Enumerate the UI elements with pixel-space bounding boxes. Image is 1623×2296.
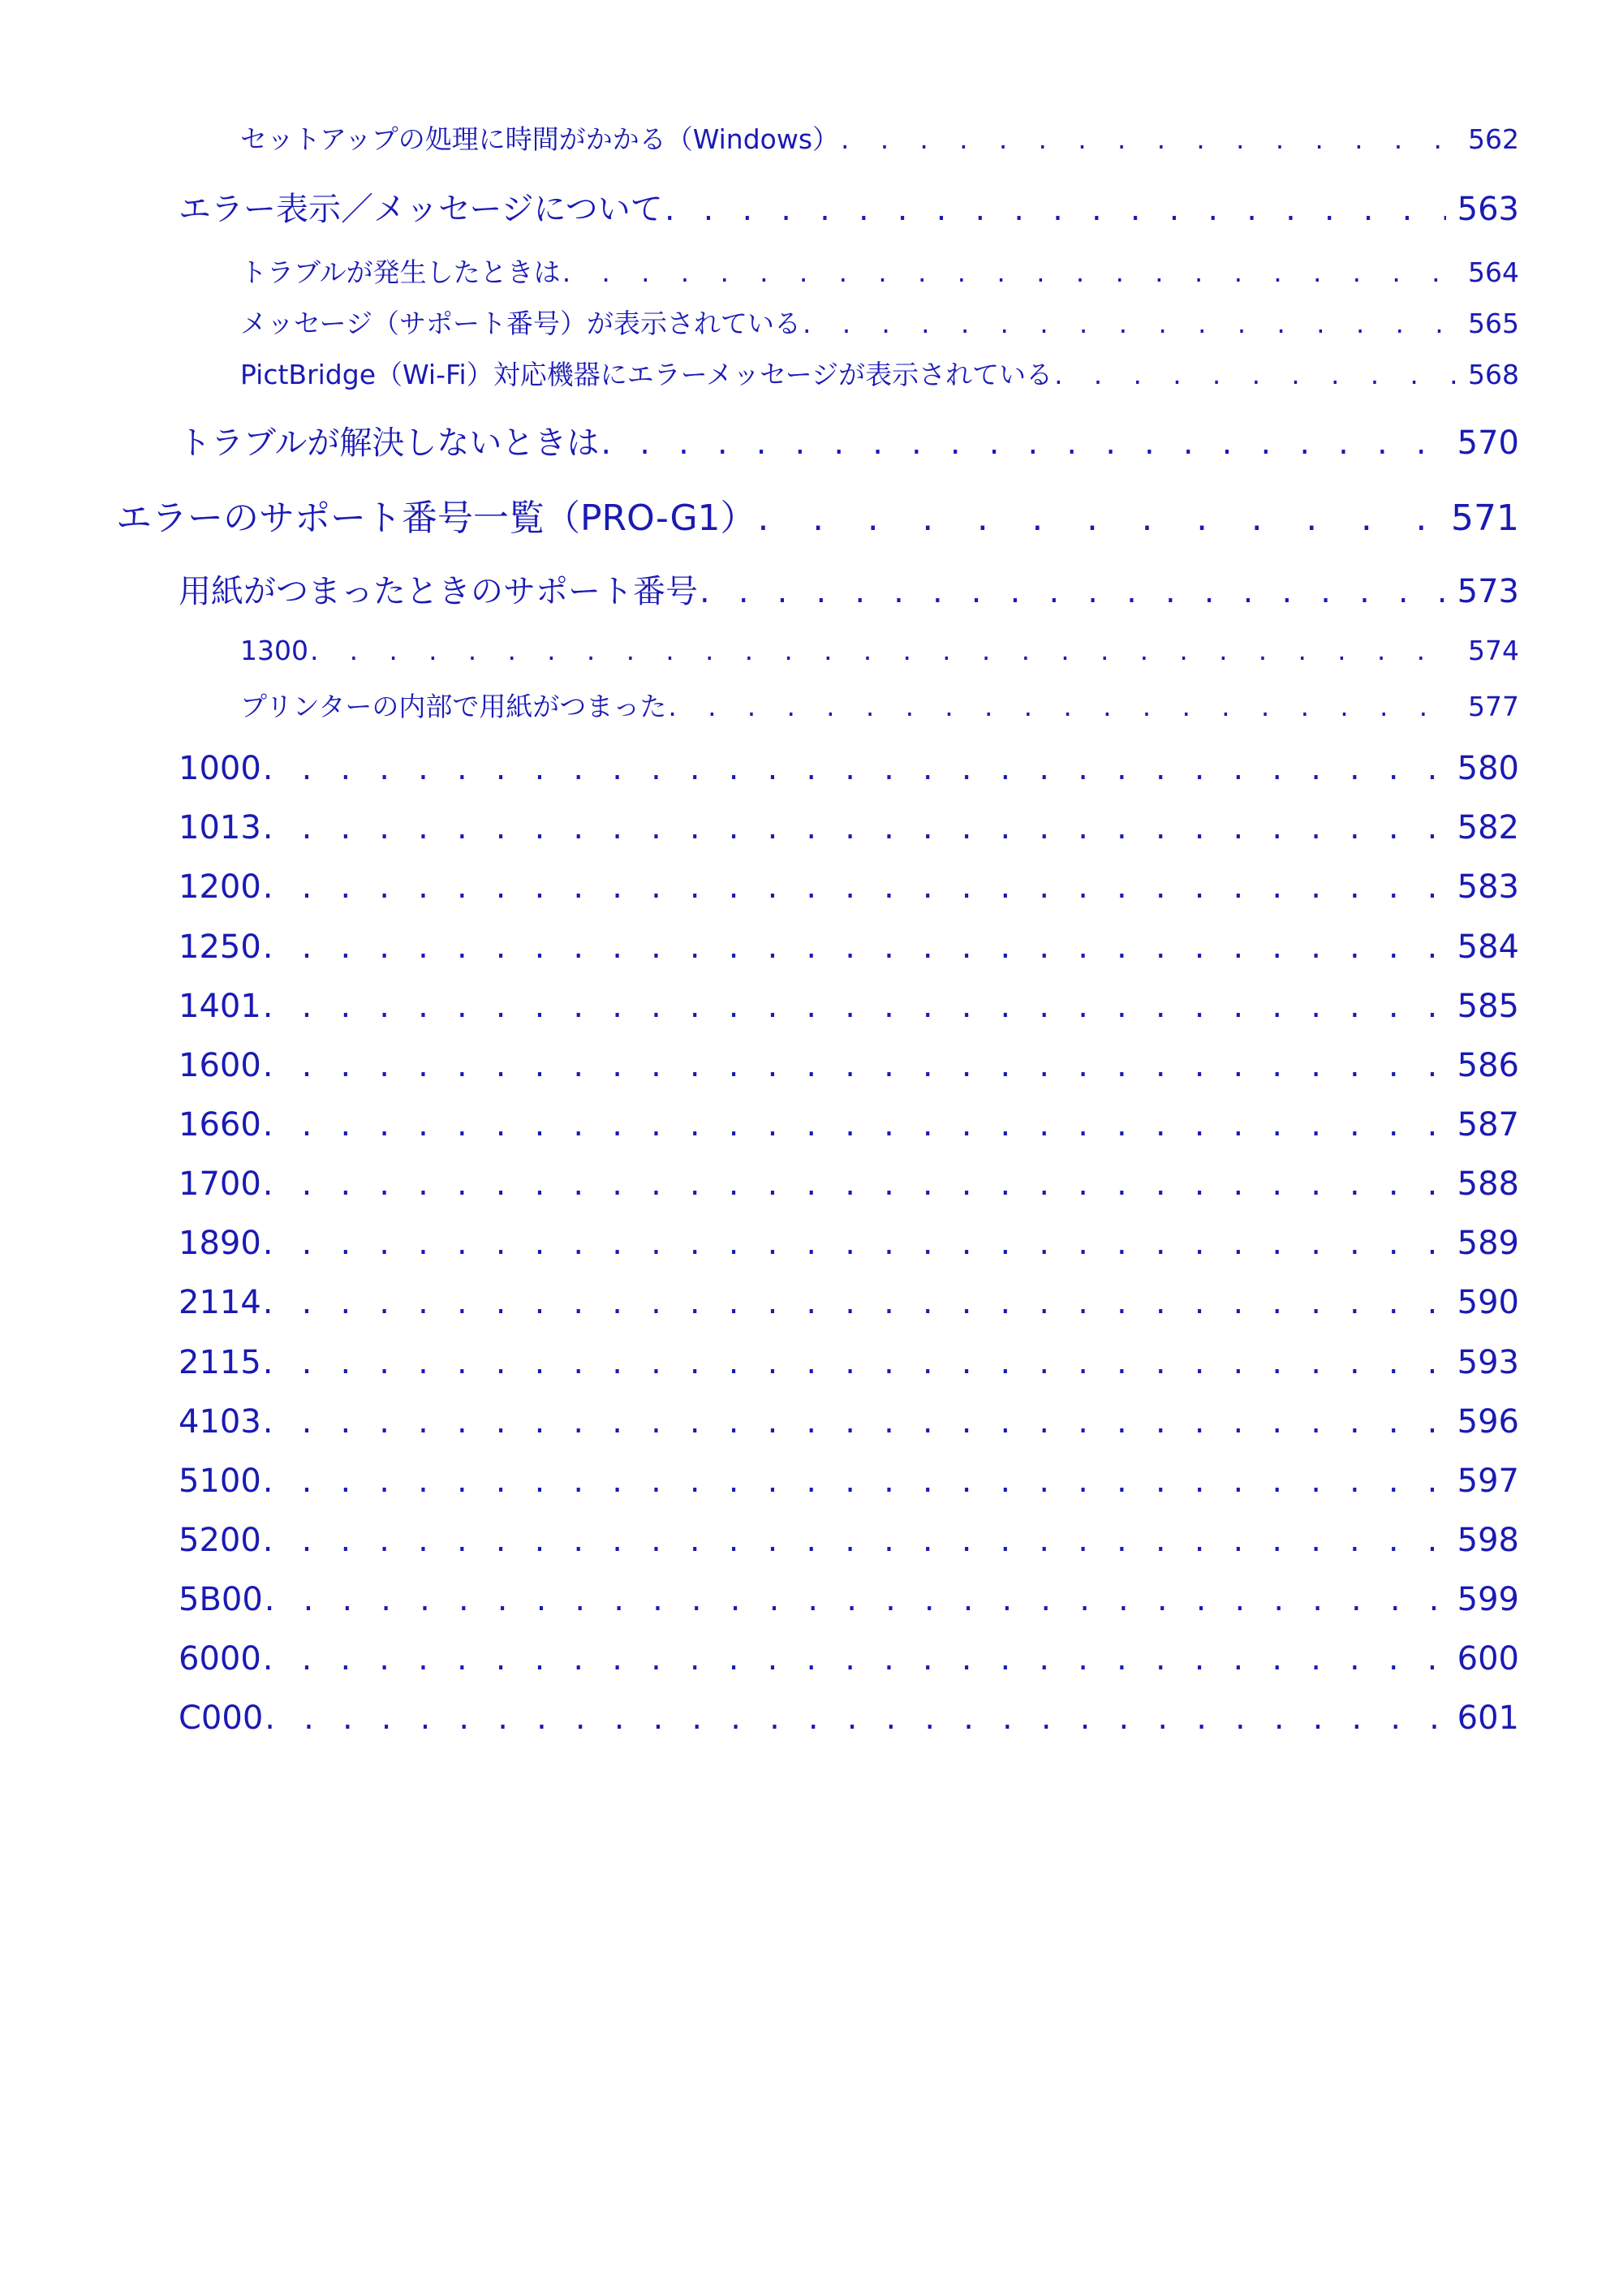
dot-leader bbox=[803, 308, 1457, 339]
toc-entry[interactable] bbox=[179, 1640, 1519, 1678]
toc-entry-title: 1013 bbox=[179, 809, 261, 846]
dot-leader bbox=[700, 573, 1446, 610]
toc-entry[interactable] bbox=[240, 252, 1519, 290]
dot-leader bbox=[263, 1344, 1446, 1381]
toc-entry[interactable] bbox=[240, 686, 1519, 724]
toc-entry-title: プリンターの内部で用紙がつまった bbox=[240, 691, 667, 722]
toc-entry-title: 1890 bbox=[179, 1225, 261, 1262]
toc-entry[interactable] bbox=[179, 868, 1519, 906]
toc-entry[interactable] bbox=[240, 354, 1519, 392]
dot-leader bbox=[263, 1106, 1446, 1144]
toc-entry-title: 5100 bbox=[179, 1462, 261, 1500]
dot-leader bbox=[263, 809, 1446, 846]
toc-entry-title: 1000 bbox=[179, 750, 261, 787]
toc-entry[interactable] bbox=[240, 635, 1519, 666]
dot-leader bbox=[265, 1699, 1445, 1737]
toc-entry-page: 600 bbox=[1457, 1640, 1519, 1678]
toc-entry-page: 573 bbox=[1457, 573, 1519, 610]
toc-entry-page: 601 bbox=[1457, 1699, 1519, 1737]
toc-entry-title: 1600 bbox=[179, 1047, 261, 1084]
toc-entry[interactable] bbox=[179, 1403, 1519, 1441]
dot-leader bbox=[263, 928, 1446, 966]
toc-entry-page: 564 bbox=[1468, 256, 1519, 288]
dot-leader bbox=[1054, 359, 1457, 390]
toc-entry-page: 586 bbox=[1457, 1047, 1519, 1084]
dot-leader bbox=[310, 635, 1457, 666]
toc-entry[interactable] bbox=[179, 750, 1519, 787]
toc-entry-page: 584 bbox=[1457, 928, 1519, 966]
toc-entry[interactable] bbox=[179, 1284, 1519, 1321]
toc-entry-page: 583 bbox=[1457, 868, 1519, 906]
toc-entry-title: 1700 bbox=[179, 1165, 261, 1203]
toc-entry-page: 577 bbox=[1468, 691, 1519, 722]
toc-entry-title: C000 bbox=[179, 1699, 264, 1737]
toc-entry-title: 2115 bbox=[179, 1344, 261, 1381]
toc-entry-page: 565 bbox=[1468, 308, 1519, 339]
toc-entry-page: 571 bbox=[1451, 498, 1519, 539]
toc-entry[interactable] bbox=[179, 1522, 1519, 1559]
toc-entry-page: 568 bbox=[1468, 359, 1519, 390]
toc-entry-title: 1200 bbox=[179, 868, 261, 906]
toc-entry[interactable] bbox=[179, 1225, 1519, 1262]
toc-entry-title: エラーのサポート番号一覧（PRO-G1） bbox=[116, 498, 756, 539]
toc-entry-title: 5B00 bbox=[179, 1581, 263, 1618]
toc-entry-title: PictBridge（Wi-Fi）対応機器にエラーメッセージが表示されている bbox=[240, 359, 1053, 390]
toc-entry-page: 593 bbox=[1457, 1344, 1519, 1381]
toc-entry[interactable] bbox=[179, 988, 1519, 1025]
dot-leader bbox=[562, 256, 1457, 288]
dot-leader bbox=[263, 1284, 1446, 1321]
toc-entry-page: 589 bbox=[1457, 1225, 1519, 1262]
dot-leader bbox=[265, 1581, 1446, 1618]
toc-entry-title: メッセージ（サポート番号）が表示されている bbox=[240, 308, 802, 339]
toc-entry-title: 1300 bbox=[240, 635, 308, 666]
dot-leader bbox=[263, 1403, 1446, 1441]
toc-entry-title: 5200 bbox=[179, 1522, 261, 1559]
toc-entry-page: 562 bbox=[1468, 123, 1519, 155]
dot-leader bbox=[263, 1047, 1446, 1084]
dot-leader bbox=[601, 424, 1445, 462]
dot-leader bbox=[665, 191, 1446, 228]
toc-entry[interactable] bbox=[179, 809, 1519, 846]
dot-leader bbox=[263, 750, 1446, 787]
dot-leader bbox=[841, 123, 1457, 155]
toc-entry-title: トラブルが発生したときは bbox=[240, 256, 561, 288]
toc-entry-page: 590 bbox=[1457, 1284, 1519, 1321]
toc-entry[interactable] bbox=[240, 303, 1519, 341]
dot-leader bbox=[263, 988, 1446, 1025]
toc-entry-title: 1660 bbox=[179, 1106, 261, 1144]
toc-entry-page: 588 bbox=[1457, 1165, 1519, 1203]
toc-entry[interactable] bbox=[179, 566, 1519, 612]
toc-entry-title: 用紙がつまったときのサポート番号 bbox=[179, 573, 698, 610]
toc-entry[interactable] bbox=[179, 1344, 1519, 1381]
dot-leader bbox=[758, 498, 1440, 539]
toc-entry-title: 6000 bbox=[179, 1640, 261, 1678]
toc-entry-page: 597 bbox=[1457, 1462, 1519, 1500]
toc-entry[interactable] bbox=[179, 183, 1519, 230]
toc-entry-page: 570 bbox=[1457, 424, 1519, 462]
toc-entry-page: 598 bbox=[1457, 1522, 1519, 1559]
toc-entry-page: 585 bbox=[1457, 988, 1519, 1025]
toc-entry-title: エラー表示／メッセージについて bbox=[179, 191, 663, 228]
toc-entry-title: 1250 bbox=[179, 928, 261, 966]
toc-entry-page: 563 bbox=[1457, 191, 1519, 228]
dot-leader bbox=[263, 1225, 1446, 1262]
toc-entry[interactable] bbox=[116, 489, 1519, 541]
toc-entry-page: 574 bbox=[1468, 635, 1519, 666]
toc-entry-page: 580 bbox=[1457, 750, 1519, 787]
toc-entry-page: 587 bbox=[1457, 1106, 1519, 1144]
toc-entry-title: 1401 bbox=[179, 988, 261, 1025]
toc-entry[interactable] bbox=[240, 118, 1519, 157]
toc-entry-title: 2114 bbox=[179, 1284, 261, 1321]
dot-leader bbox=[263, 1522, 1446, 1559]
toc-entry[interactable] bbox=[179, 1106, 1519, 1144]
dot-leader bbox=[263, 868, 1446, 906]
toc-entry-title: 4103 bbox=[179, 1403, 261, 1441]
toc-entry[interactable] bbox=[179, 1581, 1519, 1618]
toc-entry-page: 582 bbox=[1457, 809, 1519, 846]
toc-entry-page: 599 bbox=[1457, 1581, 1519, 1618]
dot-leader bbox=[263, 1640, 1446, 1678]
toc-entry-title: セットアップの処理に時間がかかる（Windows） bbox=[240, 123, 840, 155]
toc-entry[interactable] bbox=[179, 417, 1519, 463]
toc-entry[interactable] bbox=[179, 1165, 1519, 1203]
toc-entry[interactable] bbox=[179, 1047, 1519, 1084]
toc-entry-title: トラブルが解決しないときは bbox=[179, 424, 600, 462]
toc-entry[interactable] bbox=[179, 1699, 1519, 1737]
toc-entry-page: 596 bbox=[1457, 1403, 1519, 1441]
dot-leader bbox=[668, 691, 1457, 722]
toc-entry[interactable] bbox=[179, 928, 1519, 966]
dot-leader bbox=[263, 1462, 1446, 1500]
toc-entry[interactable] bbox=[179, 1462, 1519, 1500]
dot-leader bbox=[263, 1165, 1446, 1203]
